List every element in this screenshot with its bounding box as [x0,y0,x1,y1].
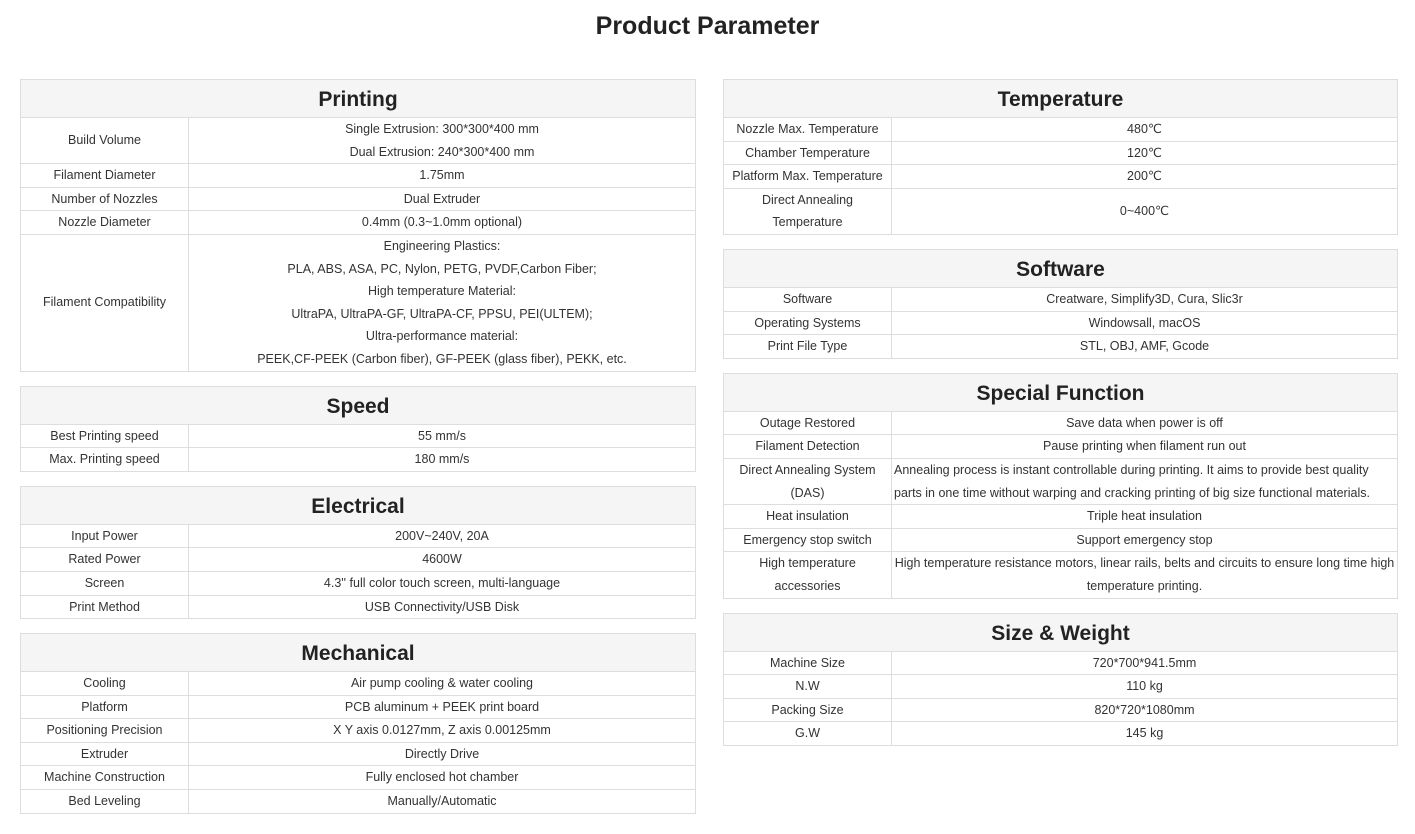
param-value-line: 1.75mm [419,168,465,183]
section-title: Electrical [21,486,696,524]
param-value-line: Dual Extrusion: 240*300*400 mm [349,144,535,159]
param-value [892,552,1398,598]
param-label: G.W [724,722,892,746]
param-value-line: Directly Drive [404,746,480,761]
param-label: Machine Size [724,651,892,675]
section-title: Software [724,249,1398,287]
param-value-line: High temperature Material: [368,284,516,299]
param-label: N.W [724,675,892,699]
param-value-line: 55 mm/s [418,428,466,443]
param-value-line: USB Connectivity/USB Disk [364,599,520,614]
param-value-line: Creatware, Simplify3D, Cura, Slic3r [1046,291,1243,306]
param-value-line: Windowsall, macOS [1088,315,1201,330]
param-label: Outage Restored [724,411,892,435]
param-value [892,188,1398,234]
param-label: Extruder [21,742,189,766]
param-label: Bed Leveling [21,790,189,814]
param-label: Max. Printing speed [21,448,189,472]
table-row [724,287,1398,311]
table-row [21,695,696,719]
param-value-line: Fully enclosed hot chamber [365,770,519,785]
param-value-line: Manually/Automatic [387,794,497,809]
param-value-line: Ultra-performance material: [365,329,519,344]
table-row [724,458,1398,504]
param-label: Nozzle Max. Temperature [724,118,892,142]
spec-table-temperature [723,79,1398,235]
param-value [892,335,1398,359]
param-value [892,411,1398,435]
param-value [892,141,1398,165]
section-title: Size & Weight [724,613,1398,651]
table-row [724,118,1398,142]
param-value [892,458,1398,504]
param-value [189,448,696,472]
param-value [189,742,696,766]
spec-table-software [723,249,1398,359]
param-value-line: PEEK,CF-PEEK (Carbon fiber), GF-PEEK (glass fiber), PEKK, etc. [257,351,627,366]
param-label: Positioning Precision [21,719,189,743]
param-label: Emergency stop switch [724,528,892,552]
param-value [189,187,696,211]
param-value [189,118,696,164]
param-value [892,505,1398,529]
param-label: Heat insulation [724,505,892,529]
section-title: Speed [21,386,696,424]
spec-table-electrical [20,486,696,619]
section-title: Special Function [724,373,1398,411]
param-value-line: 4.3'' full color touch screen, multi-language [323,575,561,590]
param-value-line: 110 kg [1126,679,1163,694]
param-label: Direct Annealing Temperature [724,188,892,234]
param-label: Input Power [21,524,189,548]
param-value-line: PCB aluminum + PEEK print board [344,699,540,714]
param-value [189,790,696,814]
table-row [21,524,696,548]
table-row [724,722,1398,746]
table-row [21,719,696,743]
param-label: Build Volume [21,118,189,164]
spec-table-special-function [723,373,1398,599]
param-value-line: Support emergency stop [1076,532,1213,547]
table-row [21,571,696,595]
table-row [724,188,1398,234]
left-column [20,79,696,814]
right-column [723,79,1398,746]
param-label: Filament Detection [724,435,892,459]
table-row [21,211,696,235]
param-value-line: Save data when power is off [1066,415,1223,430]
param-label: Machine Construction [21,766,189,790]
table-row [724,335,1398,359]
param-value [892,435,1398,459]
param-value-line: 180 mm/s [414,452,470,467]
param-value [189,524,696,548]
table-row [21,548,696,572]
param-value [189,211,696,235]
param-value [892,698,1398,722]
param-label: Best Printing speed [21,424,189,448]
table-row [724,435,1398,459]
param-value [189,424,696,448]
table-row [724,505,1398,529]
table-row [21,234,696,371]
param-value-line: Triple heat insulation [1087,509,1202,524]
param-value [189,766,696,790]
table-row [21,448,696,472]
param-value [892,287,1398,311]
param-value-line: 4600W [422,552,462,567]
param-label: Filament Diameter [21,164,189,188]
spec-table-speed [20,386,696,472]
table-row [21,672,696,696]
param-value-line: X Y axis 0.0127mm, Z axis 0.00125mm [333,723,551,738]
param-value [189,164,696,188]
table-row [724,651,1398,675]
param-value-line: STL, OBJ, AMF, Gcode [1079,339,1210,354]
param-value [892,528,1398,552]
param-label: Platform [21,695,189,719]
param-value-line: Single Extrusion: 300*300*400 mm [345,122,539,136]
param-label: Platform Max. Temperature [724,165,892,189]
param-label: Packing Size [724,698,892,722]
param-value [892,651,1398,675]
param-value [892,675,1398,699]
spec-table-printing [20,79,696,372]
table-row [724,311,1398,335]
param-label: Chamber Temperature [724,141,892,165]
param-value-line: 0~400℃ [1119,204,1170,219]
table-row [21,424,696,448]
param-value [189,571,696,595]
param-label: Number of Nozzles [21,187,189,211]
param-value [189,672,696,696]
param-value [189,595,696,619]
table-row [724,411,1398,435]
param-value-line: 200℃ [1127,169,1162,184]
param-value-line: 120℃ [1127,145,1162,160]
spec-table-size-weight [723,613,1398,746]
table-row [21,118,696,164]
param-label: Direct Annealing System (DAS) [724,458,892,504]
table-row [724,698,1398,722]
param-value-line: Air pump cooling & water cooling [350,676,534,691]
table-row [21,164,696,188]
param-value-line: 145 kg [1125,726,1164,741]
table-row [21,766,696,790]
section-title: Printing [21,80,696,118]
param-label: Print File Type [724,335,892,359]
param-value-line: Annealing process is instant controllable during printing. It aims to provide best quality parts in one time without warping and cracking printing of big size functional materials. [894,462,1370,500]
table-row [724,528,1398,552]
section-title: Mechanical [21,634,696,672]
param-label: Rated Power [21,548,189,572]
param-value [892,311,1398,335]
param-value [892,118,1398,142]
param-label: Operating Systems [724,311,892,335]
table-row [724,165,1398,189]
param-value [189,719,696,743]
param-value-line: PLA, ABS, ASA, PC, Nylon, PETG, PVDF,Carbon Fiber; [287,261,597,276]
table-row [21,187,696,211]
param-value [189,548,696,572]
page-title: Product Parameter [595,12,820,40]
param-label: Print Method [21,595,189,619]
param-value-line: 0.4mm (0.3~1.0mm optional) [361,215,523,230]
table-row [724,552,1398,598]
param-value [892,722,1398,746]
section-title: Temperature [724,80,1398,118]
table-row [21,595,696,619]
table-row [724,675,1398,699]
param-label: Nozzle Diameter [21,211,189,235]
param-value [189,234,696,371]
param-value-line: High temperature resistance motors, linear rails, belts and circuits to ensure long time high temperature printing. [894,556,1395,593]
param-value-line: 200V~240V, 20A [395,528,489,543]
param-value-line: 820*720*1080mm [1094,702,1195,717]
spec-table-mechanical [20,633,696,814]
param-value-line: 480℃ [1127,122,1162,136]
table-row [724,141,1398,165]
param-label: Cooling [21,672,189,696]
param-value-line: 720*700*941.5mm [1092,655,1197,670]
param-value-line: Dual Extruder [403,191,481,206]
param-label: Software [724,287,892,311]
table-row [21,742,696,766]
table-row [21,790,696,814]
param-value [892,165,1398,189]
param-value-line: Engineering Plastics: [383,238,501,253]
param-label: High temperature accessories [724,552,892,598]
param-value [189,695,696,719]
param-value-line: Pause printing when filament run out [1043,439,1246,454]
param-label: Filament Compatibility [21,234,189,371]
param-label: Screen [21,571,189,595]
param-value-line: UltraPA, UltraPA-GF, UltraPA-CF, PPSU, PEI(ULTEM); [291,306,593,321]
